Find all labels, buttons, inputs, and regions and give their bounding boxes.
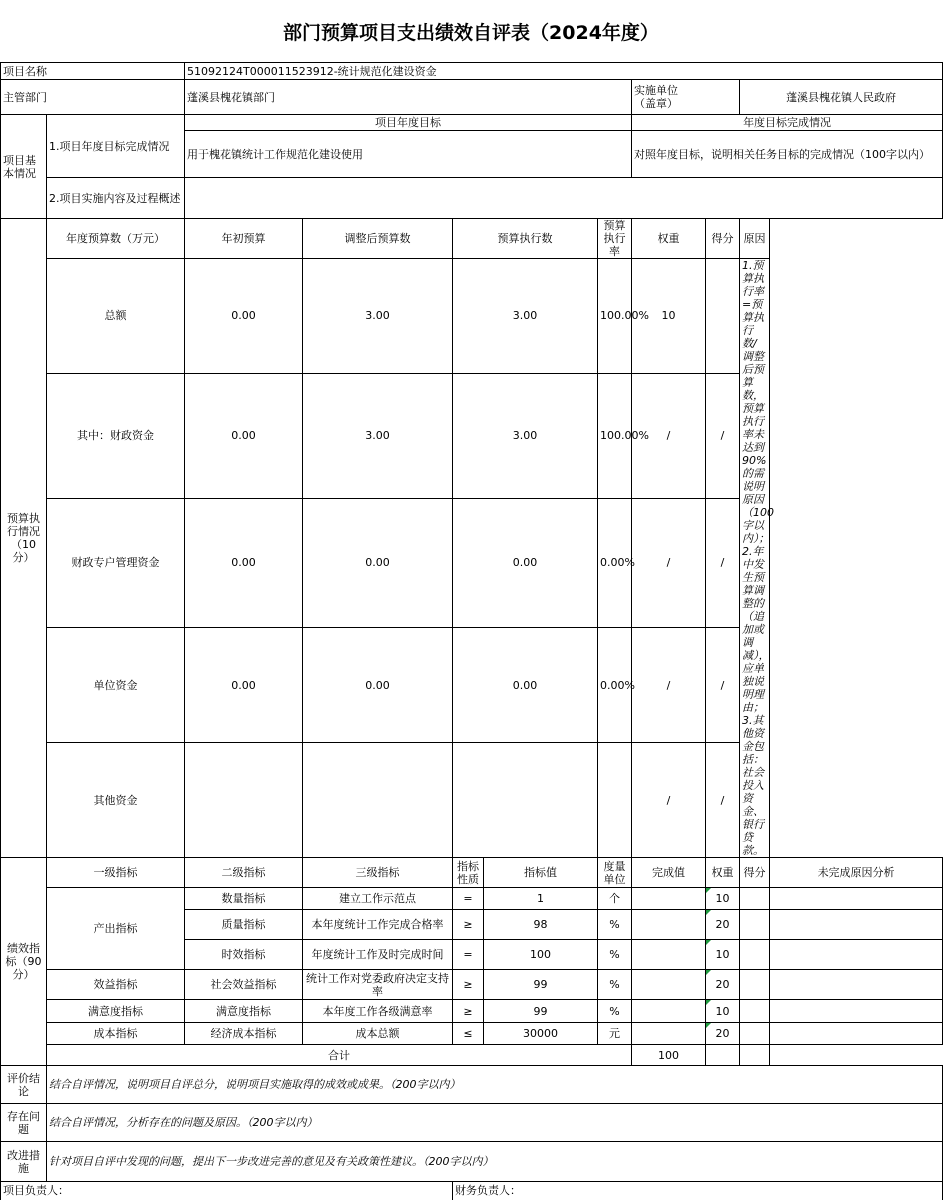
budget-col-header: 预算执行数 — [453, 219, 598, 259]
goal-header: 项目年度目标 — [185, 115, 632, 131]
budget-adjusted: 3.00 — [303, 259, 453, 374]
indicator-completed — [632, 910, 706, 940]
budget-weight: 10 — [632, 259, 706, 374]
budget-row-name: 其中：财政资金 — [47, 373, 185, 498]
budget-initial: 0.00 — [185, 498, 303, 628]
indicator-weight: 20 — [706, 910, 740, 940]
level2-indicator: 社会效益指标 — [185, 970, 303, 1000]
budget-col-header: 年度预算数（万元） — [47, 219, 185, 259]
indicator-score — [740, 970, 770, 1000]
indicator-completed — [632, 940, 706, 970]
project-name-value: 51092124T000011523912-统计规范化建设资金 — [185, 63, 943, 80]
improvement-text: 针对项目自评中发现的问题，提出下一步改进完善的意见及有关政策性建议。（200字以内） — [47, 1142, 943, 1182]
goal-completion-label: 1.项目年度目标完成情况 — [47, 115, 185, 178]
budget-initial: 0.00 — [185, 628, 303, 743]
budget-row-name: 总额 — [47, 259, 185, 374]
indicator-value: 100 — [484, 940, 598, 970]
perf-col-header: 完成值 — [632, 858, 706, 888]
done-header: 年度目标完成情况 — [632, 115, 943, 131]
process-value — [185, 178, 943, 219]
budget-row-name: 其他资金 — [47, 743, 185, 858]
level3-indicator: 本年度工作各级满意率 — [303, 1000, 453, 1023]
budget-initial: 0.00 — [185, 373, 303, 498]
budget-adjusted — [303, 743, 453, 858]
indicator-unit: % — [598, 1000, 632, 1023]
improvement-label: 改进措施 — [1, 1142, 47, 1182]
perf-col-header: 权重 — [706, 858, 740, 888]
budget-exec-label: 预算执行情况（10分） — [1, 219, 47, 858]
evaluation-label: 评价结论 — [1, 1066, 47, 1104]
project-lead-label: 项目负责人： — [1, 1182, 453, 1200]
issues-text: 结合自评情况，分析存在的问题及原因。（200字以内） — [47, 1104, 943, 1142]
budget-initial: 0.00 — [185, 259, 303, 374]
indicator-completed — [632, 970, 706, 1000]
page-title: 部门预算项目支出绩效自评表（2024年度） — [283, 21, 659, 44]
level2-indicator: 时效指标 — [185, 940, 303, 970]
indicator-value: 99 — [484, 970, 598, 1000]
perf-col-header: 指标性质 — [453, 858, 484, 888]
indicator-value: 30000 — [484, 1023, 598, 1045]
level2-indicator: 经济成本指标 — [185, 1023, 303, 1045]
evaluation-text: 结合自评情况，说明项目自评总分，说明项目实施取得的成效或成果。（200字以内） — [47, 1066, 943, 1104]
level1-cost: 成本指标 — [47, 1023, 185, 1045]
level3-indicator: 统计工作对党委政府决定支持率 — [303, 970, 453, 1000]
perf-col-header: 一级指标 — [47, 858, 185, 888]
level2-indicator: 满意度指标 — [185, 1000, 303, 1023]
level2-indicator: 质量指标 — [185, 910, 303, 940]
indicator-score — [740, 1023, 770, 1045]
perf-col-header: 三级指标 — [303, 858, 453, 888]
indicator-analysis — [770, 970, 943, 1000]
budget-executed: 0.00 — [453, 628, 598, 743]
indicator-weight: 10 — [706, 1000, 740, 1023]
indicator-value: 99 — [484, 1000, 598, 1023]
budget-weight: / — [632, 498, 706, 628]
indicator-completed — [632, 1023, 706, 1045]
budget-adjusted: 0.00 — [303, 628, 453, 743]
indicator-score — [740, 910, 770, 940]
total-score — [706, 1045, 740, 1066]
goal-text: 用于槐花镇统计工作规范化建设使用 — [185, 131, 632, 178]
indicator-unit: 个 — [598, 888, 632, 910]
budget-adjusted: 3.00 — [303, 373, 453, 498]
budget-rate: 0.00% — [598, 498, 632, 628]
budget-col-header: 年初预算 — [185, 219, 303, 259]
indicator-analysis — [770, 1000, 943, 1023]
budget-row-name: 单位资金 — [47, 628, 185, 743]
indicator-analysis — [770, 910, 943, 940]
level3-indicator: 本年度统计工作完成合格率 — [303, 910, 453, 940]
level1-output: 产出指标 — [47, 888, 185, 970]
budget-rate — [598, 743, 632, 858]
indicator-operator: = — [453, 940, 484, 970]
indicator-unit: % — [598, 970, 632, 1000]
basic-info-label: 项目基本情况 — [1, 115, 47, 219]
indicator-operator: ≥ — [453, 970, 484, 1000]
indicator-operator: ≥ — [453, 910, 484, 940]
indicator-operator: = — [453, 888, 484, 910]
indicator-score — [740, 940, 770, 970]
project-name-label: 项目名称 — [1, 63, 185, 80]
budget-executed — [453, 743, 598, 858]
indicator-operator: ≥ — [453, 1000, 484, 1023]
process-label: 2.项目实施内容及过程概述 — [47, 178, 185, 219]
budget-col-header: 预算执行率 — [598, 219, 632, 259]
budget-col-header: 原因 — [740, 219, 770, 259]
level1-benefit: 效益指标 — [47, 970, 185, 1000]
budget-executed: 3.00 — [453, 373, 598, 498]
perf-col-header: 指标值 — [484, 858, 598, 888]
perf-indicator-label: 绩效指标（90分） — [1, 858, 47, 1066]
budget-executed: 3.00 — [453, 259, 598, 374]
budget-executed: 0.00 — [453, 498, 598, 628]
impl-unit-label: 实施单位 （盖章） — [632, 80, 740, 115]
indicator-value: 1 — [484, 888, 598, 910]
budget-score: / — [706, 373, 740, 498]
dept-label: 主管部门 — [1, 80, 185, 115]
budget-rate: 100.00% — [598, 259, 632, 374]
total-label: 合计 — [47, 1045, 632, 1066]
total-weight: 100 — [632, 1045, 706, 1066]
budget-score: / — [706, 498, 740, 628]
indicator-score — [740, 888, 770, 910]
budget-score: / — [706, 743, 740, 858]
budget-reason-note: 1.预算执行率=预算执行数/调整后预算数，预算执行率未达到90%的需说明原因（100字以内）；2.年中发生预算调整的（追加或调减），应单独说明理由；3.其他资金包括：社会投入资金、银行贷款。 — [740, 259, 770, 858]
total-analysis — [740, 1045, 770, 1066]
budget-row-name: 财政专户管理资金 — [47, 498, 185, 628]
indicator-completed — [632, 888, 706, 910]
evaluation-table — [0, 62, 943, 1200]
issues-label: 存在问题 — [1, 1104, 47, 1142]
indicator-operator: ≤ — [453, 1023, 484, 1045]
indicator-analysis — [770, 888, 943, 910]
indicator-unit: % — [598, 940, 632, 970]
indicator-weight: 10 — [706, 940, 740, 970]
level3-indicator: 年度统计工作及时完成时间 — [303, 940, 453, 970]
perf-col-header: 度量单位 — [598, 858, 632, 888]
budget-weight: / — [632, 628, 706, 743]
budget-weight: / — [632, 373, 706, 498]
indicator-score — [740, 1000, 770, 1023]
level2-indicator: 数量指标 — [185, 888, 303, 910]
indicator-weight: 10 — [706, 888, 740, 910]
dept-value: 蓬溪县槐花镇部门 — [185, 80, 632, 115]
level3-indicator: 成本总额 — [303, 1023, 453, 1045]
done-text: 对照年度目标，说明相关任务目标的完成情况（100字以内） — [632, 131, 943, 178]
indicator-unit: 元 — [598, 1023, 632, 1045]
perf-col-header: 得分 — [740, 858, 770, 888]
indicator-completed — [632, 1000, 706, 1023]
impl-unit-value: 蓬溪县槐花镇人民政府 — [740, 80, 943, 115]
budget-score — [706, 259, 740, 374]
budget-rate: 100.00% — [598, 373, 632, 498]
level3-indicator: 建立工作示范点 — [303, 888, 453, 910]
budget-weight: / — [632, 743, 706, 858]
budget-col-header: 权重 — [632, 219, 706, 259]
budget-col-header: 调整后预算数 — [303, 219, 453, 259]
budget-score: / — [706, 628, 740, 743]
budget-col-header: 得分 — [706, 219, 740, 259]
indicator-value: 98 — [484, 910, 598, 940]
indicator-analysis — [770, 1023, 943, 1045]
indicator-weight: 20 — [706, 1023, 740, 1045]
finance-lead-label: 财务负责人： — [453, 1182, 943, 1200]
budget-rate: 0.00% — [598, 628, 632, 743]
perf-col-header: 二级指标 — [185, 858, 303, 888]
budget-adjusted: 0.00 — [303, 498, 453, 628]
indicator-weight: 20 — [706, 970, 740, 1000]
indicator-analysis — [770, 940, 943, 970]
budget-initial — [185, 743, 303, 858]
level1-satisfaction: 满意度指标 — [47, 1000, 185, 1023]
perf-col-header: 未完成原因分析 — [770, 858, 943, 888]
indicator-unit: % — [598, 910, 632, 940]
